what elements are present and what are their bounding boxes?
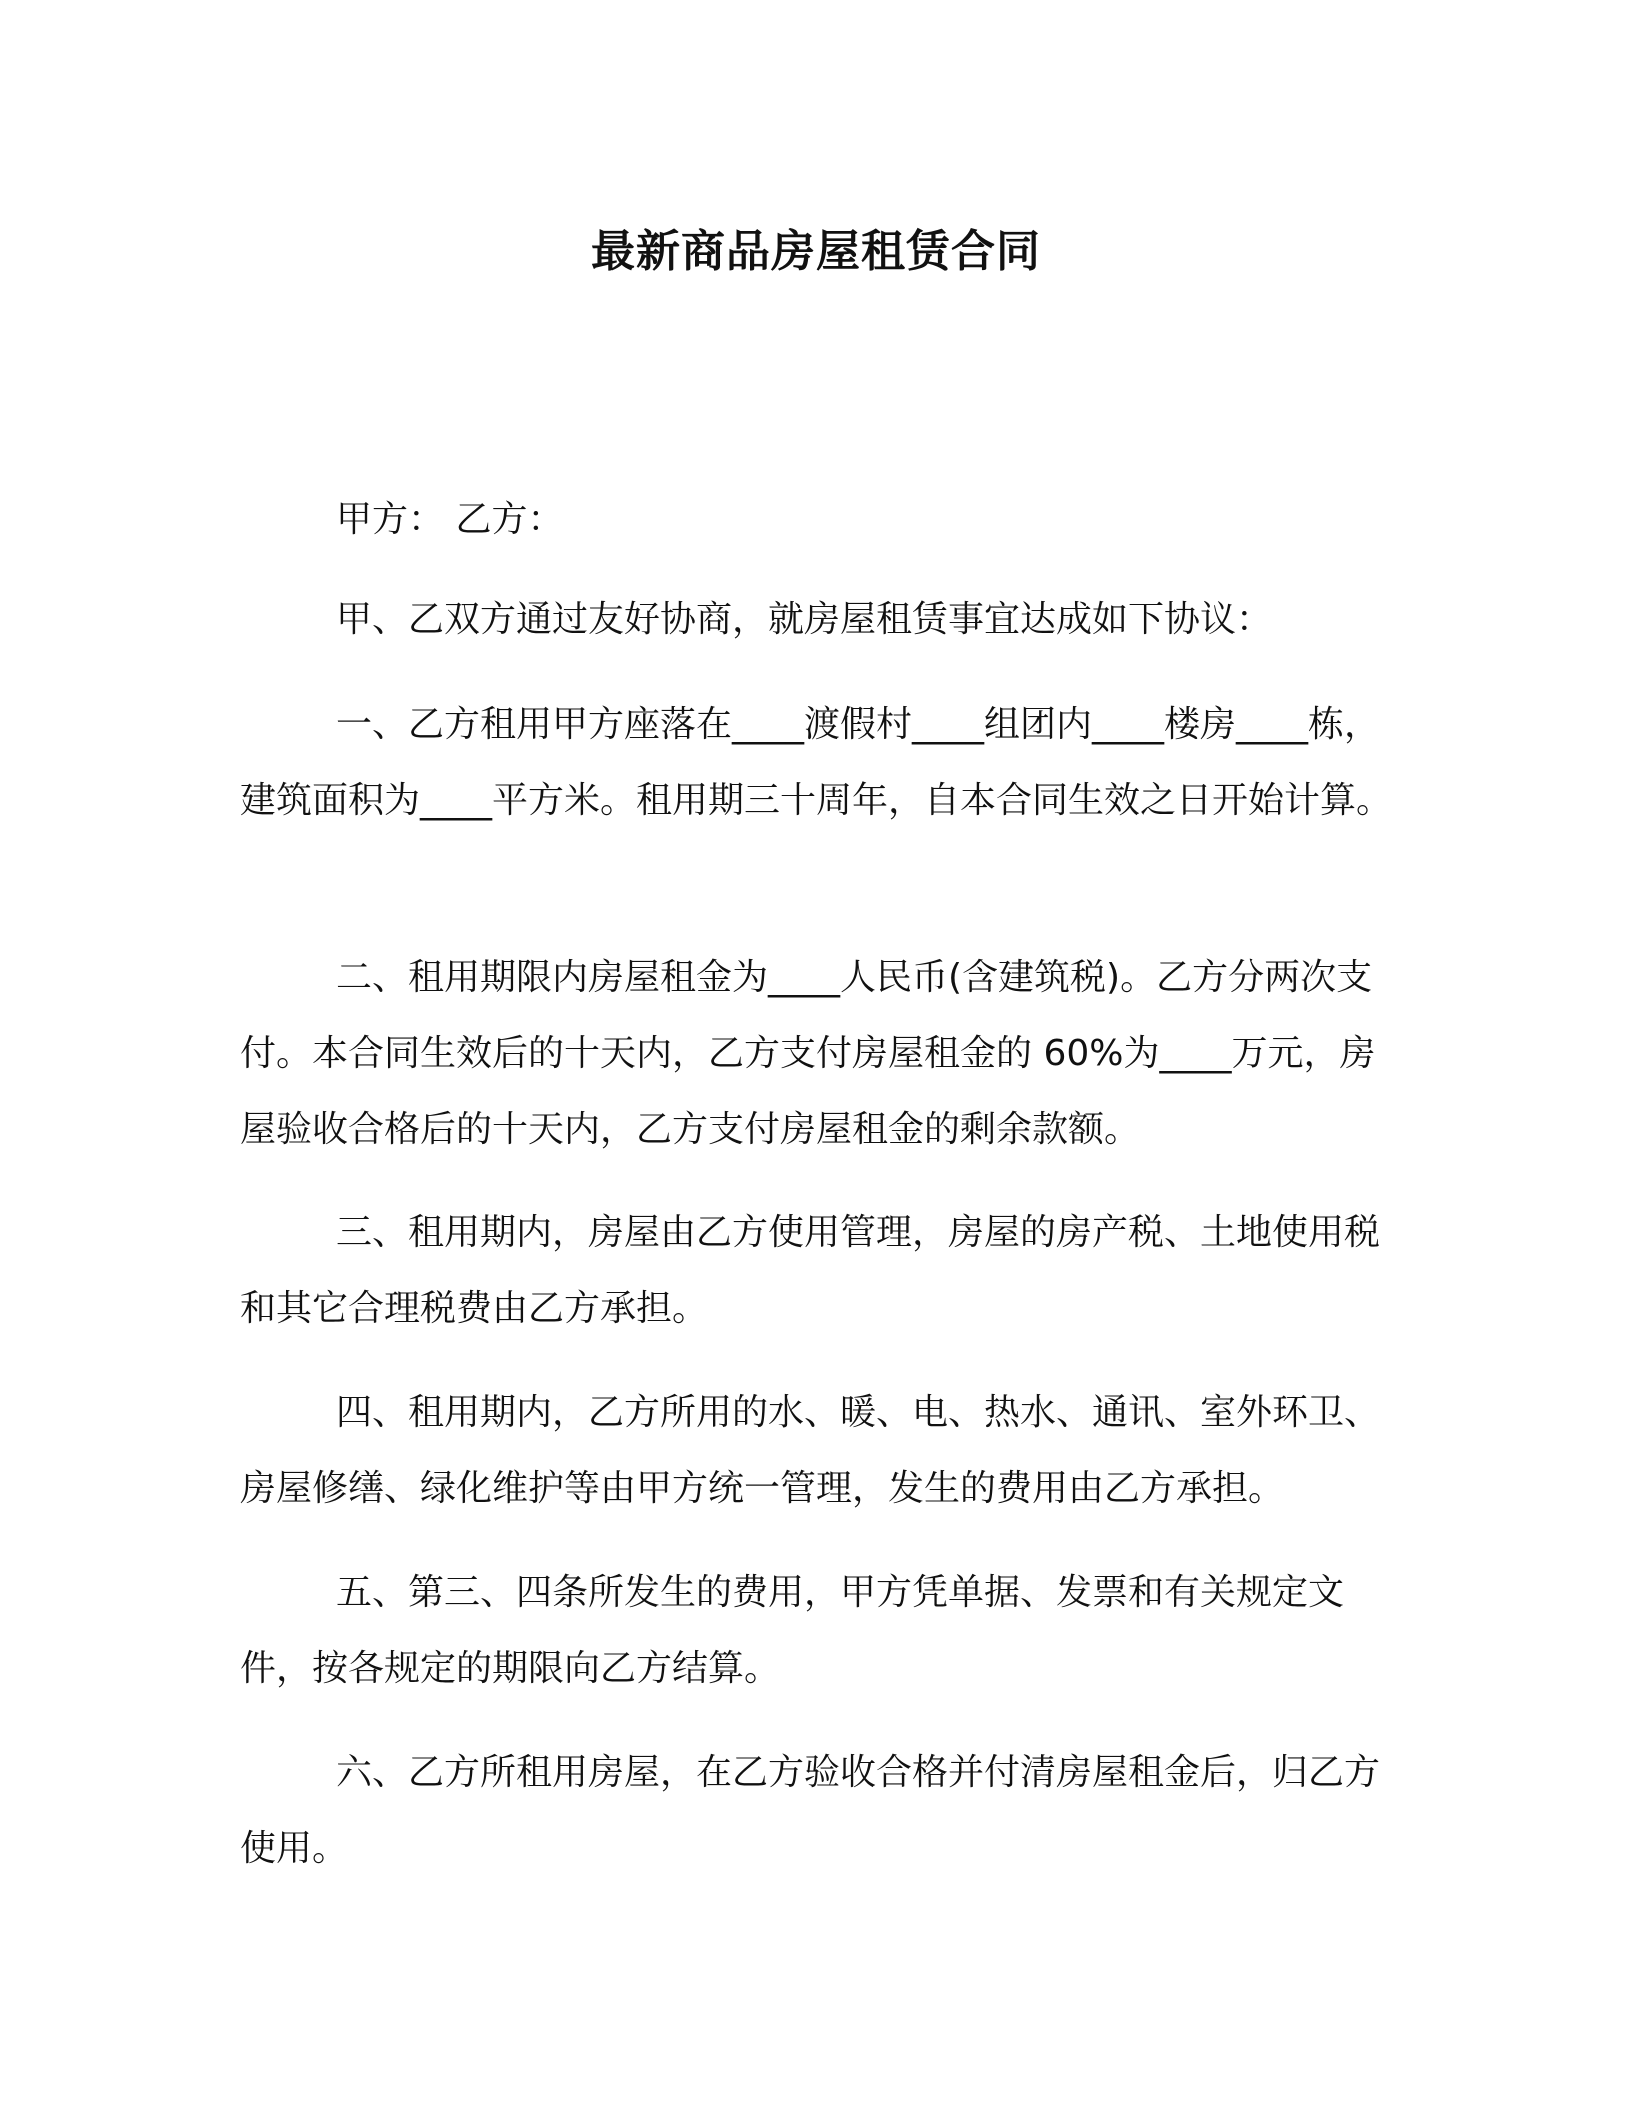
document-title: 最新商品房屋租赁合同 [591, 226, 1041, 277]
clause-1: 一、乙方租用甲方座落在____渡假村____组团内____楼房____栋，建筑面积为____平方米。租用期三十周年，自本合同生效之日开始计算。 [240, 704, 1393, 821]
clause-3: 三、租用期内，房屋由乙方使用管理，房屋的房产税、土地使用税和其它合理税费由乙方承担。 [240, 1212, 1381, 1329]
clause-5: 五、第三、四条所发生的费用，甲方凭单据、发票和有关规定文件，按各规定的期限向乙方结算。 [240, 1572, 1345, 1689]
clause-6: 六、乙方所租用房屋，在乙方验收合格并付清房屋租金后，归乙方使用。 [240, 1752, 1381, 1869]
parties-line: 甲方： 乙方： [336, 499, 564, 540]
clause-2: 二、租用期限内房屋租金为____人民币(含建筑税)。乙方分两次支付。本合同生效后的十天内，乙方支付房屋租金的 60%为____万元，房屋验收合格后的十天内，乙方支付房屋租金的剩余款额。 [240, 957, 1376, 1150]
intro-paragraph: 甲、乙双方通过友好协商，就房屋租赁事宜达成如下协议： [336, 599, 1273, 640]
clause-4: 四、租用期内，乙方所用的水、暖、电、热水、通讯、室外环卫、房屋修缮、绿化维护等由甲方统一管理，发生的费用由乙方承担。 [240, 1392, 1381, 1509]
